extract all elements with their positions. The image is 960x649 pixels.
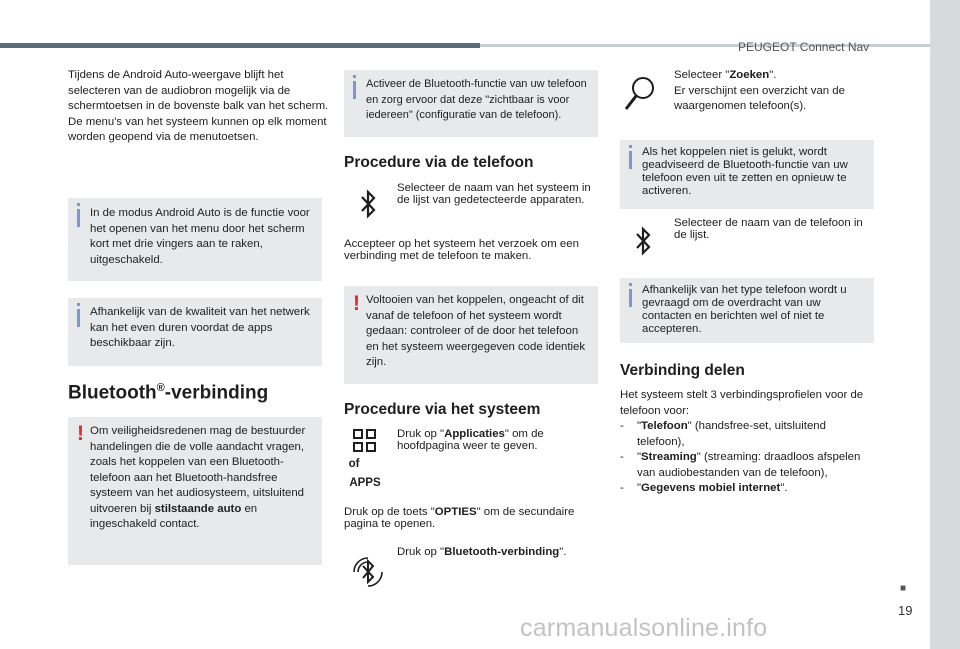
intro-text-2: De menu's van het systeem kunnen op elk moment worden geopend via de menutoetsen.	[68, 115, 327, 143]
list-item: - "Gegevens mobiel internet".	[620, 481, 876, 497]
step-applications: Druk op "Applicaties" om de hoofdpagina weer te geven.	[397, 428, 544, 452]
bluetooth-connection-icon	[348, 550, 388, 594]
warning-box-pairing	[344, 286, 598, 384]
heading-share-connection: Verbinding delen	[620, 362, 745, 379]
section-heading-bluetooth	[68, 382, 268, 404]
header-rule-dark	[0, 43, 480, 48]
info-text: Als het koppelen niet is gelukt, wordt geadviseerd de Bluetooth-functie van uw telefoon even uit te zetten en opnieuw te activeren.	[642, 146, 848, 197]
warning-icon: !	[353, 292, 360, 315]
heading-main: Bluetooth	[68, 382, 157, 404]
apps-grid-icon	[352, 428, 378, 454]
info-box-transfer	[620, 278, 874, 343]
page-end-marker: ■	[900, 583, 907, 594]
watermark: carmanualsonline.info	[520, 614, 768, 642]
page-edge-strip	[930, 0, 960, 649]
page-number: 19	[898, 603, 913, 618]
heading-suffix: -verbinding	[164, 382, 269, 404]
apps-or-label: of	[348, 458, 360, 470]
heading-registered: ®	[156, 382, 165, 394]
step-options: Druk op de toets "OPTIES" om de secundaire pagina te openen.	[344, 506, 575, 530]
intro-paragraph	[68, 68, 330, 146]
heading-procedure-system: Procedure via het systeem	[344, 401, 541, 418]
info-text: Afhankelijk van het type telefoon wordt u gevraagd om de overdracht van uw contacten en berichten wel of niet te accepteren.	[642, 284, 847, 335]
warning-box-safety	[68, 417, 322, 565]
warning-icon: !	[77, 422, 84, 445]
info-icon	[77, 309, 80, 327]
step-accept: Accepteer op het systeem het verzoek om een verbinding met de telefoon te maken.	[344, 238, 579, 262]
warning-text: Voltooien van het koppelen, ongeacht of dit vanaf de telefoon of het systeem wordt gedaan: controleer of de door het telefoon en het systeem weergegeven code identiek zijn.	[366, 294, 586, 368]
intro-text-1: Tijdens de Android Auto-weergave blijft het selecteren van de audiobron mogelijk via de schermtoetsen in de bovenste balk van het scherm.	[68, 69, 329, 112]
info-icon	[77, 209, 80, 227]
info-text: In de modus Android Auto is de functie voor het openen van het menu door het scherm kort met drie vingers aan te raken, uitgeschakeld.	[90, 207, 310, 266]
profile-list	[620, 419, 876, 497]
info-box-pairing-failed	[620, 140, 874, 209]
info-text: Activeer de Bluetooth-functie van uw telefoon en zorg ervoor dat deze "zichtbaar is voor iedereen" (configuratie van de telefoon).	[366, 78, 587, 121]
info-icon	[353, 81, 356, 99]
step-bluetooth-connection: Druk op "Bluetooth-verbinding".	[397, 546, 567, 558]
step-select-system: Selecteer de naam van het systeem in de lijst van gedetecteerde apparaten.	[397, 182, 591, 206]
share-profiles	[620, 388, 876, 497]
info-box-network	[68, 298, 322, 366]
running-header: PEUGEOT Connect Nav	[738, 40, 870, 54]
list-item: - "Streaming" (streaming: draadloos afspelen van audiobestanden van de telefoon),	[620, 450, 876, 481]
bluetooth-icon	[633, 225, 653, 257]
info-icon	[629, 289, 632, 307]
share-intro: Het systeem stelt 3 verbindingsprofielen voor de telefoon voor:	[620, 389, 864, 417]
bluetooth-icon	[358, 188, 378, 220]
warning-text: Om veiligheidsredenen mag de bestuurder handelingen die de volle aandacht vragen, zoals het koppelen van een Bluetooth-telefoon aan het Bluetooth-handsfree systeem van het audiosysteem, uitsluitend uitvoeren bij stilstaande auto en ingeschakeld contact.	[90, 425, 306, 530]
step-select-phone: Selecteer de naam van de telefoon in de lijst.	[674, 217, 863, 241]
apps-button-label: APPS	[349, 477, 381, 489]
list-item: - "Telefoon" (handsfree-set, uitsluitend telefoon),	[620, 419, 876, 450]
heading-procedure-phone: Procedure via de telefoon	[344, 154, 534, 171]
search-icon	[622, 74, 658, 114]
info-icon	[629, 151, 632, 169]
info-text: Afhankelijk van de kwaliteit van het netwerk kan het even duren voordat de apps beschikbaar zijn.	[90, 306, 310, 349]
step-search: Selecteer "Zoeken". Er verschijnt een overzicht van de waargenomen telefoon(s).	[674, 69, 845, 112]
info-box-android-auto	[68, 198, 322, 281]
info-box-activate-bluetooth	[344, 70, 598, 137]
